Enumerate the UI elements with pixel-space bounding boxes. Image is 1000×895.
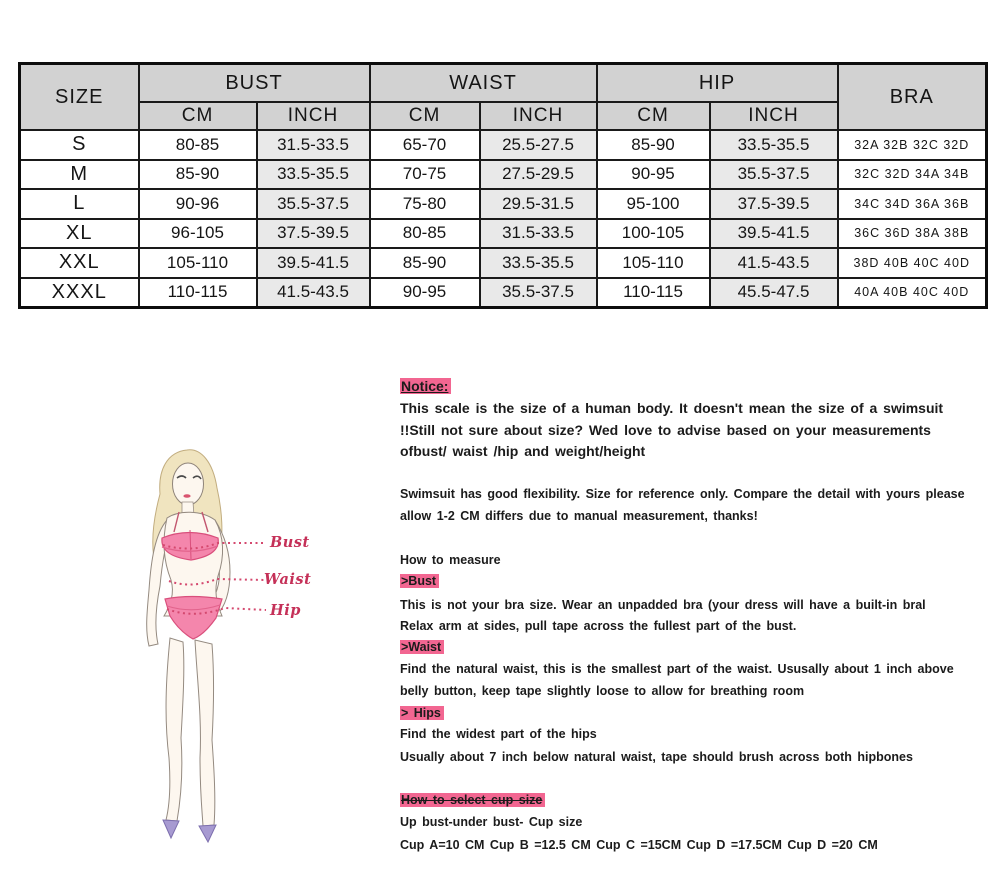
header-waist-inch: INCH: [480, 102, 597, 130]
cell-hip-inch: 35.5-37.5: [710, 160, 838, 190]
cell-bust-inch: 33.5-35.5: [257, 160, 370, 190]
header-size: SIZE: [20, 64, 139, 131]
table-row: [20, 189, 987, 219]
table-row: [20, 219, 987, 249]
cell-bust-cm: 90-96: [139, 189, 257, 219]
table-row: [20, 248, 987, 278]
table-row: [20, 160, 987, 190]
header-hip: HIP: [597, 64, 838, 103]
cell-bra: 32A 32B 32C 32D: [838, 130, 987, 160]
cell-bra: 38D 40B 40C 40D: [838, 248, 987, 278]
waist-measure-label: Waist: [264, 571, 312, 588]
flexibility-note-line1: Swimsuit has good flexibility. Size for reference only. Compare the detail with yours please: [400, 487, 965, 501]
cell-hip-cm: 95-100: [597, 189, 710, 219]
cell-hip-inch: 39.5-41.5: [710, 219, 838, 249]
cell-bra: 40A 40B 40C 40D: [838, 278, 987, 308]
cell-bust-cm: 110-115: [139, 278, 257, 308]
waist-instruction-line1: Find the natural waist, this is the smallest part of the waist. Ususally about 1 inch above: [400, 662, 954, 676]
cell-bust-cm: 85-90: [139, 160, 257, 190]
cell-hip-inch: 45.5-47.5: [710, 278, 838, 308]
cell-size: XL: [20, 219, 139, 249]
cell-waist-cm: 90-95: [370, 278, 480, 308]
notice-paragraph: This scale is the size of a human body. It doesn't mean the size of a swimsuit !!Still not sure about size? Wed love to advise based on your measurements ofbust/ waist /hip and weight/height: [400, 400, 944, 459]
cell-bust-cm: 105-110: [139, 248, 257, 278]
waist-heading-text: >Waist: [400, 640, 444, 654]
header-bust-inch: INCH: [257, 102, 370, 130]
cell-hip-inch: 41.5-43.5: [710, 248, 838, 278]
header-bust-cm: CM: [139, 102, 257, 130]
hips-section-heading: [400, 702, 985, 724]
cell-waist-inch: 27.5-29.5: [480, 160, 597, 190]
cell-bust-inch: 41.5-43.5: [257, 278, 370, 308]
table-row: [20, 130, 987, 160]
cell-size: XXXL: [20, 278, 139, 308]
cup-size-heading: [400, 789, 985, 811]
flexibility-note-line2: allow 1-2 CM differs due to manual measurement, thanks!: [400, 509, 758, 523]
cell-size: XXL: [20, 248, 139, 278]
woman-sketch-icon: [125, 448, 375, 868]
header-waist: WAIST: [370, 64, 597, 103]
cell-waist-cm: 75-80: [370, 189, 480, 219]
cell-bust-inch: 31.5-33.5: [257, 130, 370, 160]
cell-waist-cm: 70-75: [370, 160, 480, 190]
cell-waist-inch: 35.5-37.5: [480, 278, 597, 308]
cell-waist-inch: 25.5-27.5: [480, 130, 597, 160]
hip-measure-label: Hip: [270, 602, 301, 619]
bikini-bottom: [165, 597, 222, 640]
notice-heading: [400, 376, 948, 398]
cell-waist-inch: 29.5-31.5: [480, 189, 597, 219]
cell-hip-cm: 100-105: [597, 219, 710, 249]
table-row: [20, 278, 987, 308]
cell-bra: 32C 32D 34A 34B: [838, 160, 987, 190]
cup-heading-text: How to select cup size: [400, 793, 545, 807]
cell-hip-inch: 37.5-39.5: [710, 189, 838, 219]
header-hip-inch: INCH: [710, 102, 838, 130]
cell-waist-cm: 85-90: [370, 248, 480, 278]
header-hip-cm: CM: [597, 102, 710, 130]
face: [173, 463, 204, 505]
cell-size: S: [20, 130, 139, 160]
header-bust: BUST: [139, 64, 370, 103]
header-bra: BRA: [838, 64, 987, 131]
cell-waist-cm: 80-85: [370, 219, 480, 249]
cup-size-line2: Cup A=10 CM Cup B =12.5 CM Cup C =15CM Cup D =17.5CM Cup D =20 CM: [400, 838, 878, 852]
cell-bust-inch: 35.5-37.5: [257, 189, 370, 219]
notice-heading-text: Notice:: [400, 378, 451, 394]
header-waist-cm: CM: [370, 102, 480, 130]
cell-bust-inch: 39.5-41.5: [257, 248, 370, 278]
cell-size: L: [20, 189, 139, 219]
left-leg: [166, 638, 184, 821]
bust-instruction-line1: This is not your bra size. Wear an unpadded bra (your dress will have a built-in bral: [400, 598, 926, 612]
size-chart-table: [18, 62, 988, 309]
cell-bust-cm: 80-85: [139, 130, 257, 160]
hips-instruction-line1: Find the widest part of the hips: [400, 727, 597, 741]
cell-waist-inch: 31.5-33.5: [480, 219, 597, 249]
measurement-figure-illustration: [125, 448, 375, 868]
table-header-row-groups: [20, 64, 987, 103]
cup-size-line1: Up bust-under bust- Cup size: [400, 815, 583, 829]
cell-hip-inch: 33.5-35.5: [710, 130, 838, 160]
waist-instruction-line2: belly button, keep tape slightly loose to allow for breathing room: [400, 684, 805, 698]
bust-instruction-line2: Relax arm at sides, pull tape across the fullest part of the bust.: [400, 619, 797, 633]
cell-hip-cm: 110-115: [597, 278, 710, 308]
waist-section-heading: [400, 636, 985, 658]
bust-section-heading: [400, 570, 985, 592]
right-leg: [195, 640, 215, 826]
cell-bust-inch: 37.5-39.5: [257, 219, 370, 249]
cell-waist-cm: 65-70: [370, 130, 480, 160]
how-to-measure-heading: How to measure: [400, 553, 501, 567]
cell-waist-inch: 33.5-35.5: [480, 248, 597, 278]
right-shoe: [199, 825, 216, 842]
cell-hip-cm: 105-110: [597, 248, 710, 278]
cell-bra: 34C 34D 36A 36B: [838, 189, 987, 219]
cell-size: M: [20, 160, 139, 190]
cell-bra: 36C 36D 38A 38B: [838, 219, 987, 249]
left-shoe: [163, 820, 179, 838]
hips-heading-text: > Hips: [400, 706, 444, 720]
hips-instruction-line2: Usually about 7 inch below natural waist, tape should brush across both hipbones: [400, 750, 913, 764]
cell-bust-cm: 96-105: [139, 219, 257, 249]
cell-hip-cm: 85-90: [597, 130, 710, 160]
size-chart-section: [18, 62, 988, 309]
bust-measure-label: Bust: [270, 534, 310, 551]
bust-heading-text: >Bust: [400, 574, 439, 588]
cell-hip-cm: 90-95: [597, 160, 710, 190]
